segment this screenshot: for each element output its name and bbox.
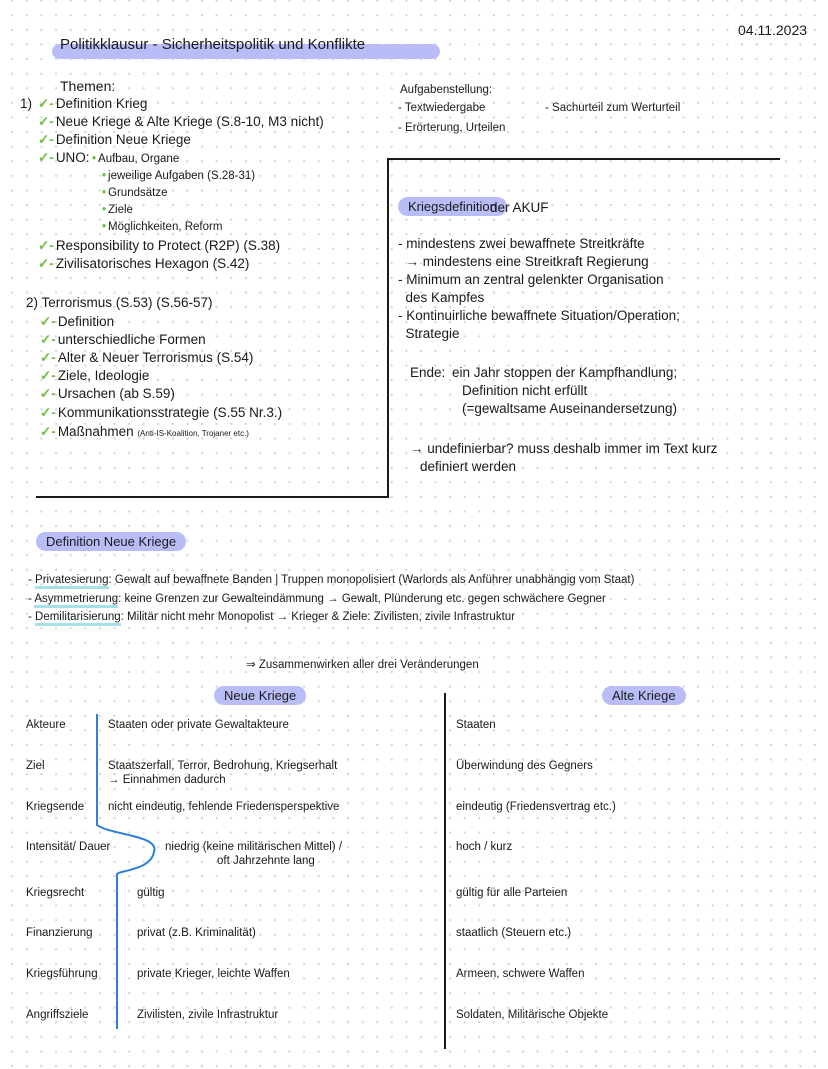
summary: ⇒ Zusammenwirken aller drei Veränderungen	[246, 659, 479, 671]
check-icon: ✓-	[40, 314, 56, 329]
check-icon: •	[102, 221, 107, 233]
sub-item: • Möglichkeiten, Reform	[102, 221, 223, 233]
aufgaben-item: - Erörterung, Urteilen	[398, 122, 506, 134]
sub-item: • jeweilige Aufgaben (S.28-31)	[102, 170, 256, 182]
neue-kriege-def-label: Definition Neue Kriege	[36, 532, 186, 551]
list-item: ✓- Definition	[40, 314, 115, 329]
check-icon: ✓-	[40, 386, 56, 401]
neue-cell: Zivilisten, zivile Infrastruktur	[137, 1009, 279, 1021]
section-number: 1)	[20, 96, 33, 111]
column-header-neue: Neue Kriege	[214, 686, 306, 705]
check-icon: ✓-	[38, 238, 54, 253]
row-label: Angriffsziele	[26, 1009, 89, 1021]
aufgaben-item: - Sachurteil zum Werturteil	[545, 102, 681, 114]
check-icon: ✓-	[40, 424, 56, 439]
definition-line: - Minimum an zentral gelenkter Organisation	[398, 272, 664, 287]
definition-item: - Asymmetrierung: keine Grenzen zur Gewalteindämmung → Gewalt, Plünderung etc. gegen schwächere Gegner	[28, 593, 606, 605]
list-item: ✓- Definition Krieg	[38, 96, 148, 111]
ende-line: Definition nicht erfüllt	[462, 383, 588, 398]
ende-line: ein Jahr stoppen der Kampfhandlung;	[452, 365, 678, 380]
list-item: ✓- Definition Neue Kriege	[38, 132, 191, 147]
definition-line: - Kontinuirliche bewaffnete Situation/Operation;	[398, 308, 680, 323]
alte-cell: staatlich (Steuern etc.)	[456, 927, 572, 939]
list-item: ✓- unterschiedliche Formen	[40, 332, 206, 347]
neue-cell: private Krieger, leichte Waffen	[137, 968, 290, 980]
aufgaben-item: - Textwiedergabe	[398, 102, 486, 114]
check-icon: ✓-	[38, 132, 54, 147]
alte-cell: gültig für alle Parteien	[456, 887, 568, 899]
check-icon: ✓-	[40, 350, 56, 365]
ende-line: (=gewaltsame Auseinandersetzung)	[462, 401, 678, 416]
row-label: Ziel	[26, 760, 45, 772]
check-icon: •	[102, 204, 107, 216]
list-item: ✓- Zivilisatorisches Hexagon (S.42)	[38, 256, 250, 271]
list-item: ✓- Maßnahmen (Anti-IS-Koalition, Trojaner etc.)	[40, 424, 249, 439]
row-label: Finanzierung	[26, 927, 93, 939]
sub-item: • Grundsätze	[102, 187, 168, 199]
neue-cell: privat (z.B. Kriminalität)	[137, 927, 256, 939]
alte-cell: Soldaten, Militärische Objekte	[456, 1009, 609, 1021]
definition-line: des Kampfes	[398, 290, 485, 305]
check-icon: ✓-	[40, 368, 56, 383]
list-item: ✓- Neue Kriege & Alte Kriege (S.8-10, M3 nicht)	[38, 114, 324, 129]
sub-item: • Aufbau, Organe	[92, 153, 180, 165]
column-header-alte: Alte Kriege	[602, 686, 686, 705]
list-item: ✓- Ursachen (ab S.59)	[40, 386, 175, 401]
conclusion-line: definiert werden	[420, 459, 517, 474]
check-icon: •	[102, 187, 107, 199]
aufgaben-heading: Aufgabenstellung:	[400, 84, 493, 96]
neue-cell: niedrig (keine militärischen Mittel) /	[165, 841, 343, 853]
check-icon: ✓-	[38, 256, 54, 271]
definition-item: - Demilitarisierung: Militär nicht mehr Monopolist → Krieger & Ziele: Zivilisten, zivile Infrastruktur	[28, 611, 515, 623]
row-label: Kriegsrecht	[26, 887, 85, 899]
alte-cell: Armeen, schwere Waffen	[456, 968, 585, 980]
list-item: ✓- Responsibility to Protect (R2P) (S.38)	[38, 238, 281, 253]
check-icon: ✓-	[38, 114, 54, 129]
check-icon: ✓-	[40, 332, 56, 347]
list-item: ✓- Alter & Neuer Terrorismus (S.54)	[40, 350, 254, 365]
themen-heading: Themen:	[60, 78, 116, 94]
row-label: Akteure	[26, 719, 66, 731]
alte-cell: eindeutig (Friedensvertrag etc.)	[456, 801, 616, 813]
list-item: ✓- Kommunikationsstrategie (S.55 Nr.3.)	[40, 405, 283, 420]
row-label: Intensität/ Dauer	[26, 841, 111, 853]
list-item: ✓- Ziele, Ideologie	[40, 368, 150, 383]
page-title: Politikklausur - Sicherheitspolitik und Konflikte	[60, 36, 366, 53]
section2-heading: 2) Terrorismus (S.53) (S.56-57)	[26, 295, 213, 310]
list-item: ✓- UNO:	[38, 150, 90, 165]
definition-line: Strategie	[398, 326, 460, 341]
definition-item: - Privatesierung: Gewalt auf bewaffnete Banden | Truppen monopolisiert (Warlords als Anführer unabhängig vom Staat)	[28, 574, 634, 586]
sub-item: • Ziele	[102, 204, 133, 216]
neue-cell-continued: → Einnahmen dadurch	[108, 774, 226, 786]
check-icon: ✓-	[40, 405, 56, 420]
conclusion-line: → undefinierbar? muss deshalb immer im Text kurz	[410, 441, 718, 456]
neue-cell: gültig	[137, 887, 165, 899]
neue-cell: nicht eindeutig, fehlende Friedensperspektive	[108, 801, 340, 813]
row-label: Kriegsende	[26, 801, 85, 813]
ende-label: Ende:	[410, 365, 446, 380]
check-icon: ✓-	[38, 150, 54, 165]
alte-cell: Überwindung des Gegners	[456, 760, 593, 772]
check-icon: •	[92, 153, 97, 165]
definition-line: - mindestens zwei bewaffnete Streitkräfte	[398, 236, 645, 251]
definition-line: → mindestens eine Streitkraft Regierung	[398, 254, 649, 269]
massnahmen-note: (Anti-IS-Koalition, Trojaner etc.)	[137, 429, 249, 438]
date: 04.11.2023	[738, 22, 808, 38]
check-icon: ✓-	[38, 96, 54, 111]
neue-cell: Staatszerfall, Terror, Bedrohung, Kriegserhalt	[108, 760, 338, 772]
row-label: Kriegsführung	[26, 968, 98, 980]
check-icon: •	[102, 170, 107, 182]
alte-cell: hoch / kurz	[456, 841, 513, 853]
alte-cell: Staaten	[456, 719, 496, 731]
kriegsdefinition-label: Kriegsdefinition	[398, 197, 507, 216]
neue-cell: Staaten oder private Gewaltakteure	[108, 719, 289, 731]
neue-cell-continued: oft Jahrzehnte lang	[217, 855, 315, 867]
kriegsdefinition-suffix: der AKUF	[490, 200, 549, 215]
